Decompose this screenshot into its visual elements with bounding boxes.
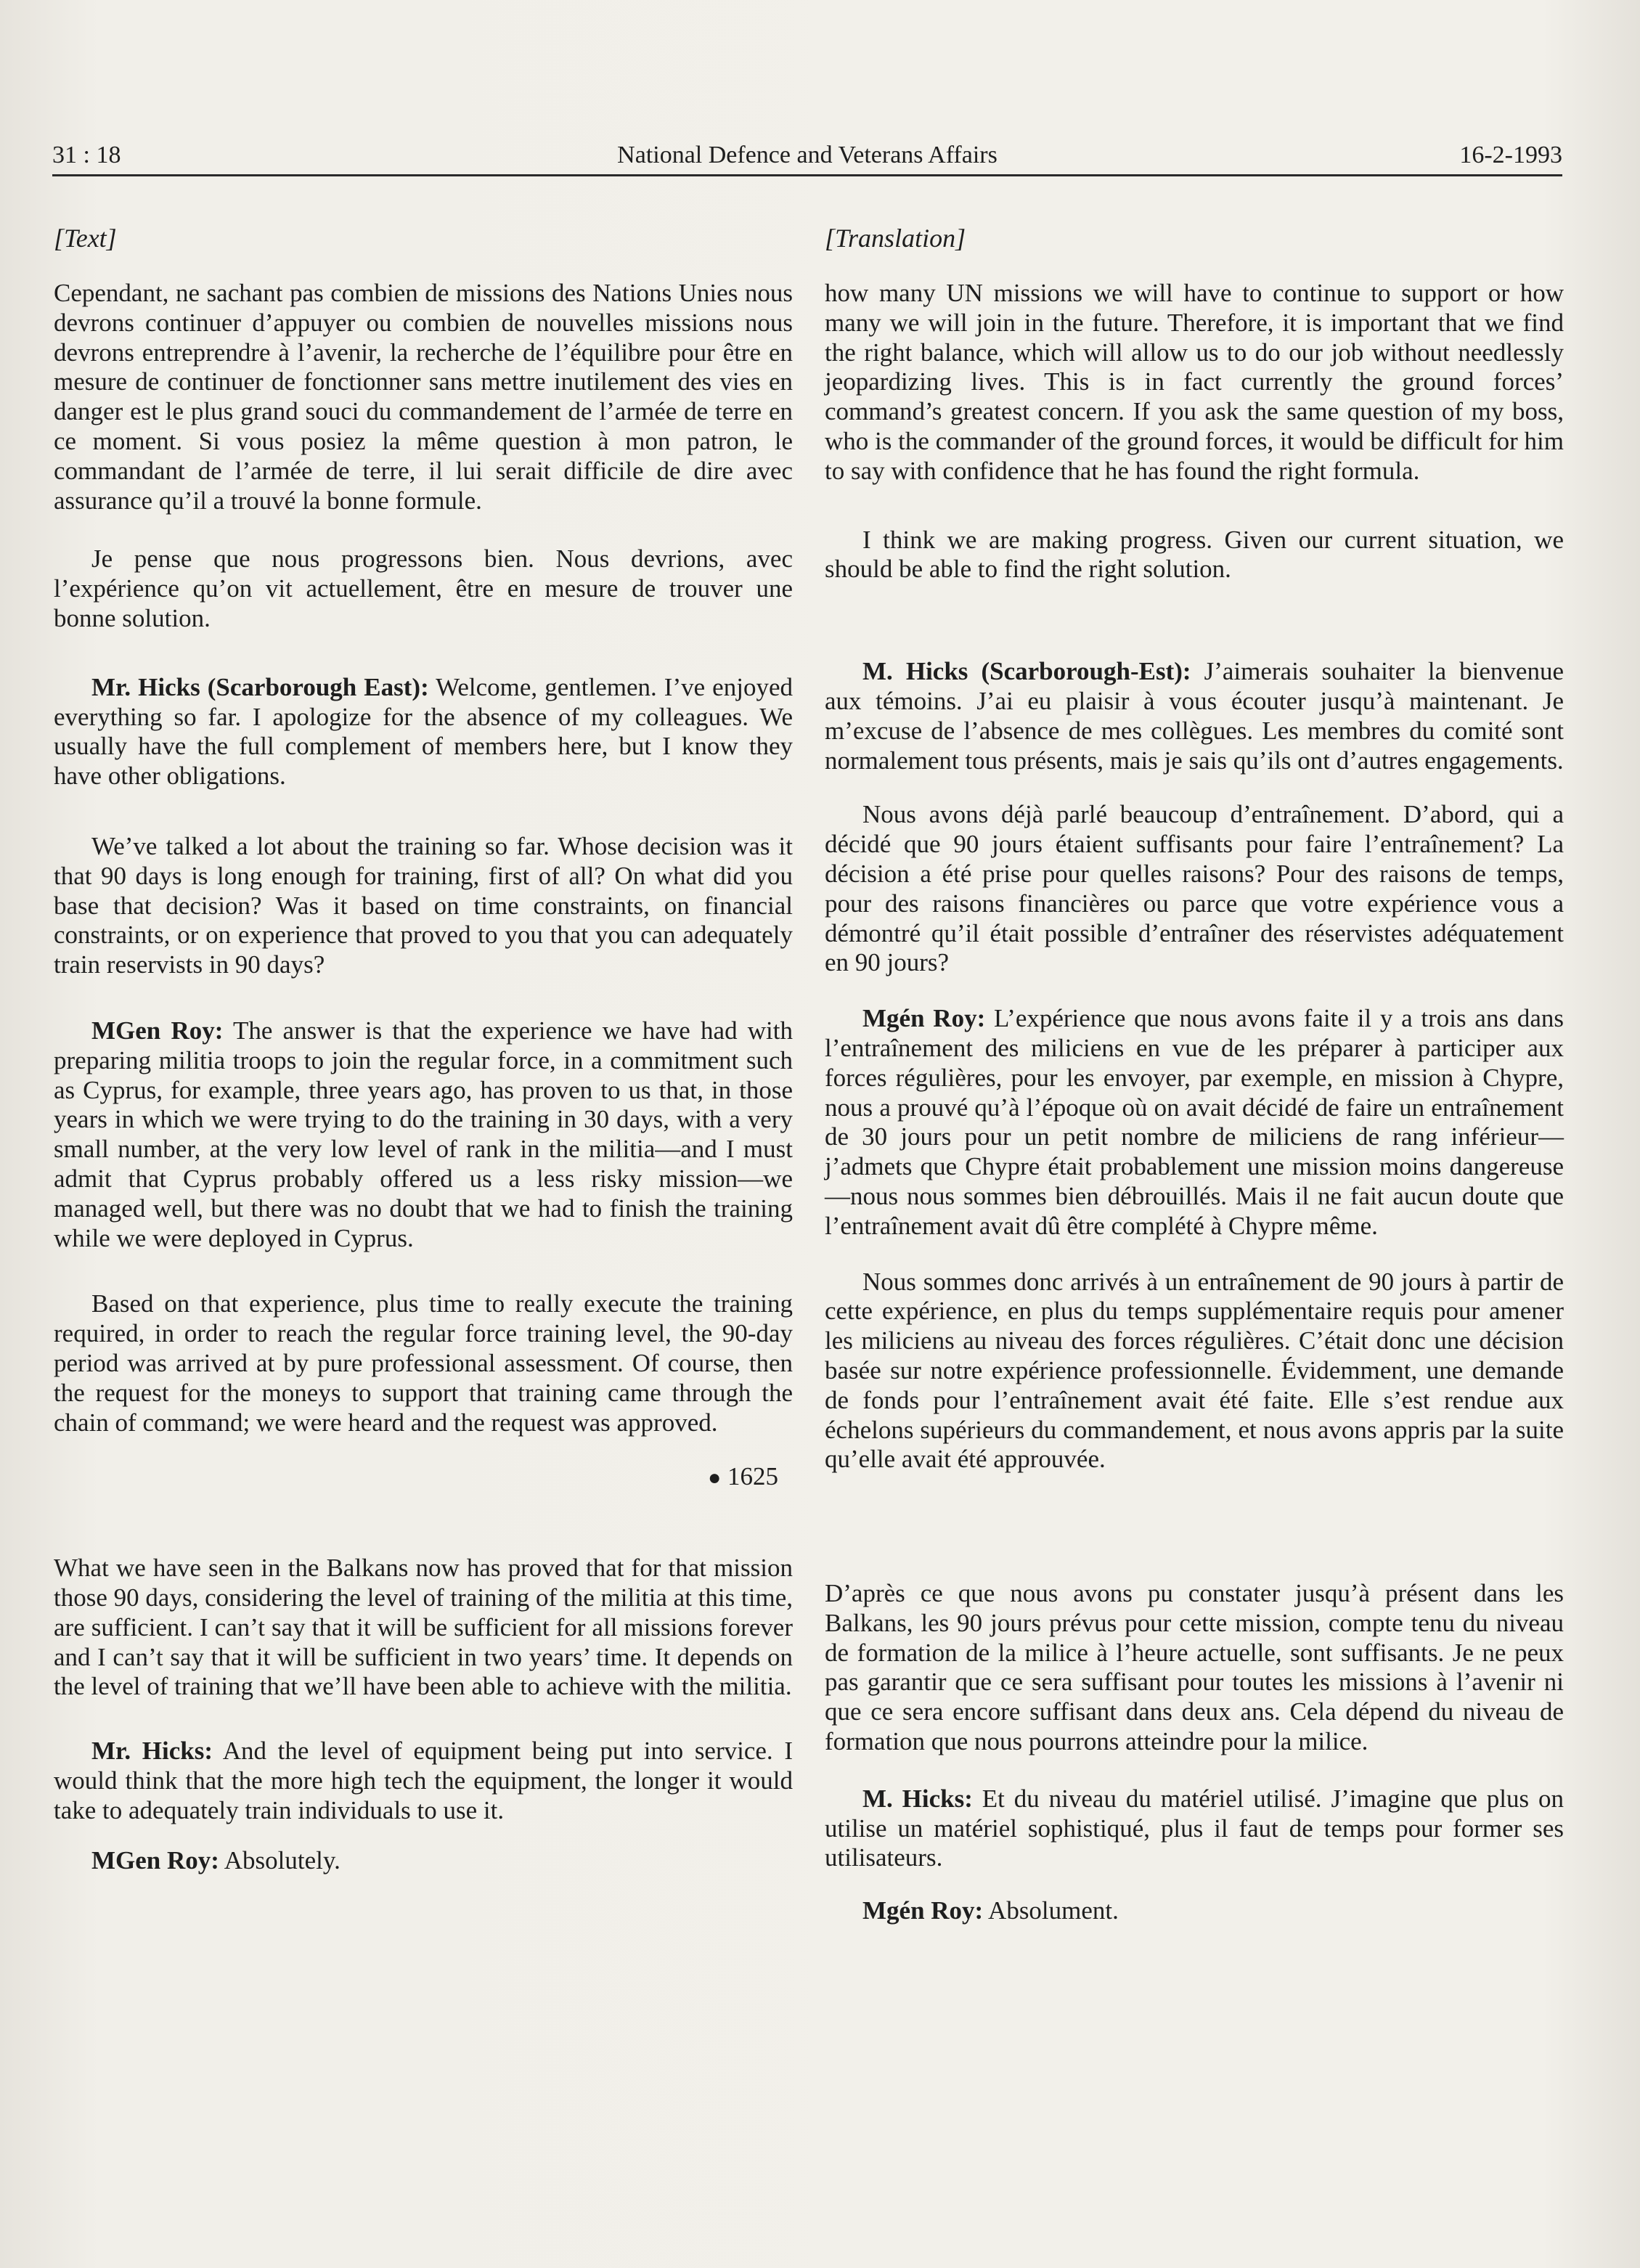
left-column [54, 218, 793, 1904]
header-date: 16-2-1993 [1459, 142, 1562, 168]
page-header [52, 136, 1562, 174]
bullet-icon: ● [708, 1466, 722, 1490]
paragraph: Based on that experience, plus time to really execute the training required, in order to reach the regular force training level, the 90-day period was arrived at by pure professional assessment. Of course, then the request for the moneys to support that training came through the chain of command; we were heard and the request was approved. [54, 1289, 793, 1437]
paragraph: how many UN missions we will have to continue to support or how many we will join in the future. Therefore, it is important that we find the right balance, which will allow us to do our job without needlessly jeopardizing lives. This is in fact currently the ground forces’ command’s greatest concern. If you ask the same question of my boss, who is the commander of the ground forces, it would be difficult for him to say with confidence that he has found the right formula. [825, 279, 1564, 485]
text-tag: [Text] [54, 224, 117, 253]
speaker-name: Mr. Hicks: [91, 1737, 213, 1766]
paragraph: Nous avons déjà parlé beaucoup d’entraînement. D’abord, qui a décidé que 90 jours étaient suffisants pour faire l’entraînement? La décision a été prise pour quelles raisons? Pour des raisons de temps, pour des raisons financières ou parce que votre expérience vous a démontré qu’il était possible d’entraîner des réservistes adéquatement en 90 jours? [825, 800, 1564, 977]
paragraph: What we have seen in the Balkans now has proved that for that mission those 90 days, considering the level of training of the militia at this time, are sufficient. I can’t say that it will be sufficient for all missions forever and I can’t say that it will be sufficient in two years’ time. It depends on the level of training that we’ll have been able to achieve with the militia. [54, 1554, 793, 1701]
speech-text: J’aimerais souhaiter la bienvenue aux témoins. J’ai eu plaisir à vous écouter jusqu’à maintenant. Je m’excuse de l’absence de mes collègues. Les membres du comité sont normalement tous présents, mais je sais qu’ils ont d’autres engagements. [825, 657, 1564, 775]
running-title: National Defence and Veterans Affairs [617, 142, 998, 168]
speaker-paragraph [825, 1896, 1564, 1926]
speech-text: Absolutely. [219, 1845, 340, 1875]
speaker-paragraph [825, 1784, 1564, 1873]
paragraph: D’après ce que nous avons pu constater jusqu’à présent dans les Balkans, les 90 jours prévus pour cette mission, compte tenu du niveau de formation de la milice à l’heure actuelle, sont suffisants. Je ne peux pas garantir que ce sera suffisant pour toutes les missions à l’avenir ni que ce sera encore suffisant dans deux ans. Cela dépend du niveau de formation que nous pourrons atteindre pour la milice. [825, 1579, 1564, 1756]
page-number: 31 : 18 [52, 142, 121, 168]
speaker-paragraph [54, 1846, 793, 1876]
speaker-name: MGen Roy: [91, 1845, 219, 1875]
speech-text: L’expérience que nous avons faite il y a trois ans dans l’entraînement des miliciens en vue de les préparer à participer aux forces régulières, pour les envoyer, par exemple, en mission à Chypre, nous a prouvé qu’à l’époque où on avait décidé de faire un entraînement de 30 jours pour un petit nombre de miliciens de rang inférieur—j’admets que Chypre était probablement une mission moins dangereuse—nous nous sommes bien débrouillés. Mais il ne fait aucun doute que l’entraînement avait dû être complété à Chypre même. [825, 1004, 1564, 1240]
speech-text: Absolument. [983, 1896, 1119, 1925]
speech-text: And the level of equipment being put into service. I would think that the more high tech the equipment, the longer it would take to adequately train individuals to use it. [54, 1737, 793, 1824]
speaker-name: Mgén Roy: [862, 1004, 986, 1033]
speaker-paragraph [825, 657, 1564, 775]
speech-text: Et du niveau du matériel utilisé. J’imagine que plus on utilise un matériel sophistiqué, plus il faut de temps pour former ses utilisateurs. [825, 1784, 1564, 1872]
speaker-name: Mr. Hicks (Scarborough East): [91, 672, 429, 701]
translation-tag: [Translation] [825, 224, 966, 253]
speaker-name: Mgén Roy: [862, 1896, 984, 1925]
paragraph: We’ve talked a lot about the training so far. Whose decision was it that 90 days is long enough for training, first of all? On what did you base that decision? Was it based on time constraints, on financial constraints, or on experience that proved to you that you can adequately train reservists in 90 days? [54, 831, 793, 979]
speaker-name: MGen Roy: [91, 1016, 224, 1045]
speaker-paragraph [54, 1737, 793, 1825]
paragraph: Cependant, ne sachant pas combien de missions des Nations Unies nous devrons continuer d’appuyer ou combien de nouvelles missions nous devrons entreprendre à l’avenir, la recherche de l’équilibre pour être en mesure de continuer de fonctionner sans mettre inutilement des vies en danger est le plus grand souci du commandement de l’armée de terre en ce moment. Si vous posiez la même question à mon patron, le commandant de l’armée de terre, il lui serait difficile de dire avec assurance qu’il a trouvé la bonne formule. [54, 279, 793, 515]
speech-text: The answer is that the experience we have had with preparing militia troops to join the regular force, in a commitment such as Cyprus, for example, three years ago, has proven to us that, in those years in which we were trying to do the training in 30 days, with a very small number, at the very low level of rank in the militia—and I must admit that Cyprus probably offered us a less risky mission—we managed well, but there was no doubt that we had to finish the training while we were deployed in Cyprus. [54, 1016, 793, 1252]
right-column [825, 218, 1564, 1955]
time-marker-value: 1625 [727, 1462, 778, 1491]
speaker-paragraph [54, 673, 793, 791]
speaker-name: M. Hicks (Scarborough-Est): [862, 657, 1191, 686]
paragraph: Nous sommes donc arrivés à un entraînement de 90 jours à partir de cette expérience, en plus du temps supplémentaire requis pour amener les miliciens au niveau des forces régulières. C’était donc une décision basée sur notre expérience professionnelle. Évidemment, une demande de fonds pour l’entraînement avait été faite. Elle s’est rendue aux échelons supérieurs du commandement, et nous avons appris par la suite qu’elle avait été approuvée. [825, 1267, 1564, 1474]
speaker-paragraph [54, 1016, 793, 1253]
time-marker [54, 1462, 793, 1493]
header-rule [52, 174, 1562, 176]
paragraph: Je pense que nous progressons bien. Nous devrions, avec l’expérience qu’on vit actuellement, être en mesure de trouver une bonne solution. [54, 544, 793, 632]
speaker-paragraph [825, 1004, 1564, 1241]
paragraph: I think we are making progress. Given our current situation, we should be able to find the right solution. [825, 525, 1564, 584]
speech-text: Welcome, gentlemen. I’ve enjoyed everything so far. I apologize for the absence of my colleagues. We usually have the full complement of members here, but I know they have other obligations. [54, 672, 793, 791]
speaker-name: M. Hicks: [862, 1784, 973, 1813]
